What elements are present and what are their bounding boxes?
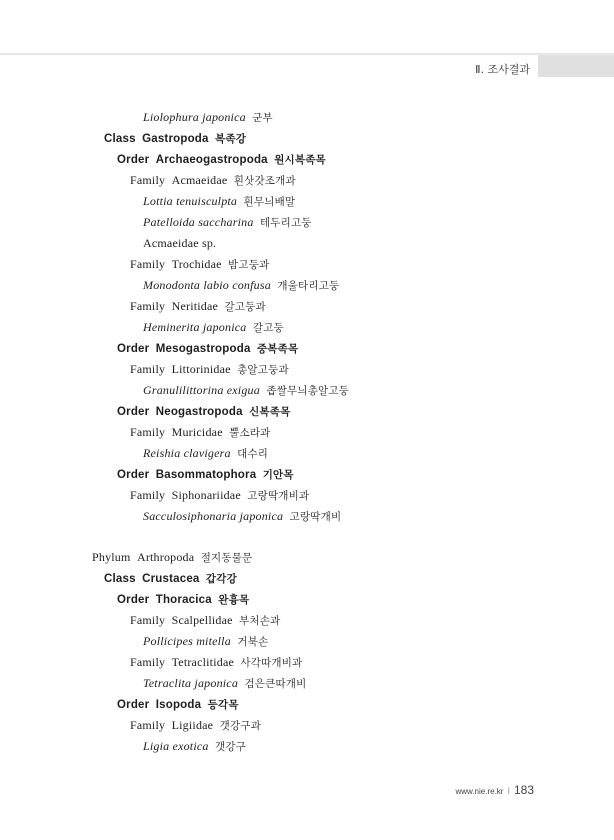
taxon-name: Acmaeidae sp. (143, 236, 217, 250)
taxon-line (143, 215, 312, 230)
taxon-name: Gastropoda (142, 133, 209, 145)
taxon-rank: Order (117, 154, 150, 166)
korean-name: 뿔소라과 (229, 427, 271, 439)
taxon-line (130, 613, 280, 628)
korean-name: 밤고둥과 (228, 259, 270, 271)
taxon-name: Muricidae (171, 425, 223, 439)
taxon-line (117, 467, 294, 482)
scientific-name: Ligia exotica (143, 739, 209, 753)
page-footer (455, 781, 534, 799)
taxon-rank: Family (130, 718, 166, 732)
scientific-name: Granulilittorina exigua (143, 383, 260, 397)
taxon-rank: Order (117, 343, 150, 355)
taxon-rank: Family (130, 613, 166, 627)
taxon-line (143, 320, 284, 335)
korean-name: 총알고둥과 (237, 364, 289, 376)
korean-name: 갑각강 (205, 573, 237, 585)
taxon-rank: Class (104, 133, 136, 145)
korean-name: 완흉목 (218, 594, 250, 606)
taxon-line (143, 676, 307, 691)
scientific-name: Sacculosiphonaria japonica (143, 509, 284, 523)
taxon-rank: Family (130, 362, 166, 376)
korean-name: 군부 (252, 112, 273, 124)
taxon-name: Thoracica (155, 594, 212, 606)
header-tab-block (538, 55, 614, 77)
taxon-rank: Order (117, 699, 150, 711)
scientific-name: Patelloida saccharina (143, 215, 254, 229)
taxon-line (117, 697, 239, 712)
footer-website: www.nie.re.kr (455, 787, 504, 796)
korean-name: 기안목 (262, 469, 294, 481)
taxon-line (117, 152, 326, 167)
taxon-name: Littorinidae (171, 362, 231, 376)
taxon-line (143, 383, 349, 398)
korean-name: 개울타리고둥 (277, 280, 340, 292)
taxon-name: Acmaeidae (171, 173, 228, 187)
korean-name: 부처손과 (239, 615, 281, 627)
scientific-name: Reishia clavigera (143, 446, 231, 460)
taxon-line (143, 110, 273, 125)
korean-name: 절지동물문 (200, 552, 253, 564)
korean-name: 테두리고둥 (259, 217, 312, 229)
taxon-name: Archaeogastropoda (155, 154, 268, 166)
taxon-line (143, 739, 246, 754)
taxon-line (130, 173, 296, 188)
scientific-name: Lottia tenuisculpta (143, 194, 238, 208)
taxon-line (117, 404, 290, 419)
taxon-name: Crustacea (142, 573, 200, 585)
taxon-rank: Family (130, 299, 166, 313)
scientific-name: Liolophura japonica (143, 110, 246, 124)
korean-name: 고랑딱개비 (289, 511, 342, 523)
taxon-rank: Class (104, 573, 136, 585)
taxon-name: Arthropoda (136, 550, 195, 564)
taxon-line (92, 550, 252, 565)
korean-name: 고랑딱개비과 (247, 490, 310, 502)
korean-name: 대수리 (237, 448, 269, 460)
korean-name: 갈고둥과 (224, 301, 266, 313)
taxon-rank: Family (130, 257, 166, 271)
taxon-name: Neritidae (171, 299, 219, 313)
taxon-rank: Family (130, 488, 166, 502)
taxon-name: Scalpellidae (171, 613, 233, 627)
taxon-line (143, 236, 216, 250)
korean-name: 갯강구과 (219, 720, 261, 732)
taxon-name: Mesogastropoda (155, 343, 251, 355)
taxon-line (130, 655, 302, 670)
taxon-rank: Phylum (92, 550, 131, 564)
taxon-line (143, 634, 268, 649)
taxon-line (143, 509, 341, 524)
korean-name: 좁쌀무늬총알고둥 (266, 385, 350, 397)
scientific-name: Heminerita japonica (143, 320, 247, 334)
taxon-line (143, 278, 339, 293)
korean-name: 거북손 (237, 636, 269, 648)
korean-name: 중복족목 (256, 343, 299, 355)
taxon-rank: Order (117, 469, 150, 481)
taxon-name: Isopoda (155, 699, 202, 711)
scientific-name: Tetraclita japonica (143, 676, 239, 690)
korean-name: 사각따개비과 (240, 657, 303, 669)
taxon-name: Ligiidae (171, 718, 214, 732)
taxon-rank: Family (130, 655, 166, 669)
header-rule (0, 53, 614, 55)
taxon-line (130, 362, 289, 377)
taxon-line (130, 425, 271, 440)
korean-name: 흰삿갓조개과 (233, 175, 296, 187)
taxon-line (117, 341, 298, 356)
taxon-line (104, 131, 246, 146)
korean-name: 복족강 (215, 133, 247, 145)
korean-name: 검은큰따개비 (244, 678, 307, 690)
page-number: 183 (513, 783, 534, 797)
korean-name: 갈고둥 (252, 322, 284, 334)
taxon-name: Basommatophora (155, 469, 257, 481)
scientific-name: Pollicipes mitella (143, 634, 231, 648)
taxon-name: Trochidae (171, 257, 222, 271)
scientific-name: Monodonta labio confusa (143, 278, 271, 292)
korean-name: 등각목 (207, 699, 239, 711)
taxon-line (143, 194, 295, 209)
taxon-line (117, 592, 249, 607)
taxon-line (130, 257, 269, 272)
korean-name: 원시복족목 (274, 154, 326, 166)
taxon-name: Tetraclitidae (171, 655, 234, 669)
taxon-line (130, 718, 261, 733)
korean-name: 갯강구 (215, 741, 247, 753)
taxon-rank: Family (130, 173, 166, 187)
section-title: Ⅱ. 조사결과 (475, 63, 530, 76)
taxon-name: Neogastropoda (155, 406, 243, 418)
taxon-rank: Order (117, 594, 150, 606)
taxon-line (104, 571, 237, 586)
taxon-line (143, 446, 268, 461)
taxon-rank: Order (117, 406, 150, 418)
korean-name: 흰무늬배말 (243, 196, 296, 208)
footer-separator: I (507, 786, 510, 796)
taxon-line (130, 488, 309, 503)
taxon-rank: Family (130, 425, 166, 439)
taxon-line (130, 299, 266, 314)
taxon-name: Siphonariidae (171, 488, 241, 502)
korean-name: 신복족목 (249, 406, 291, 418)
